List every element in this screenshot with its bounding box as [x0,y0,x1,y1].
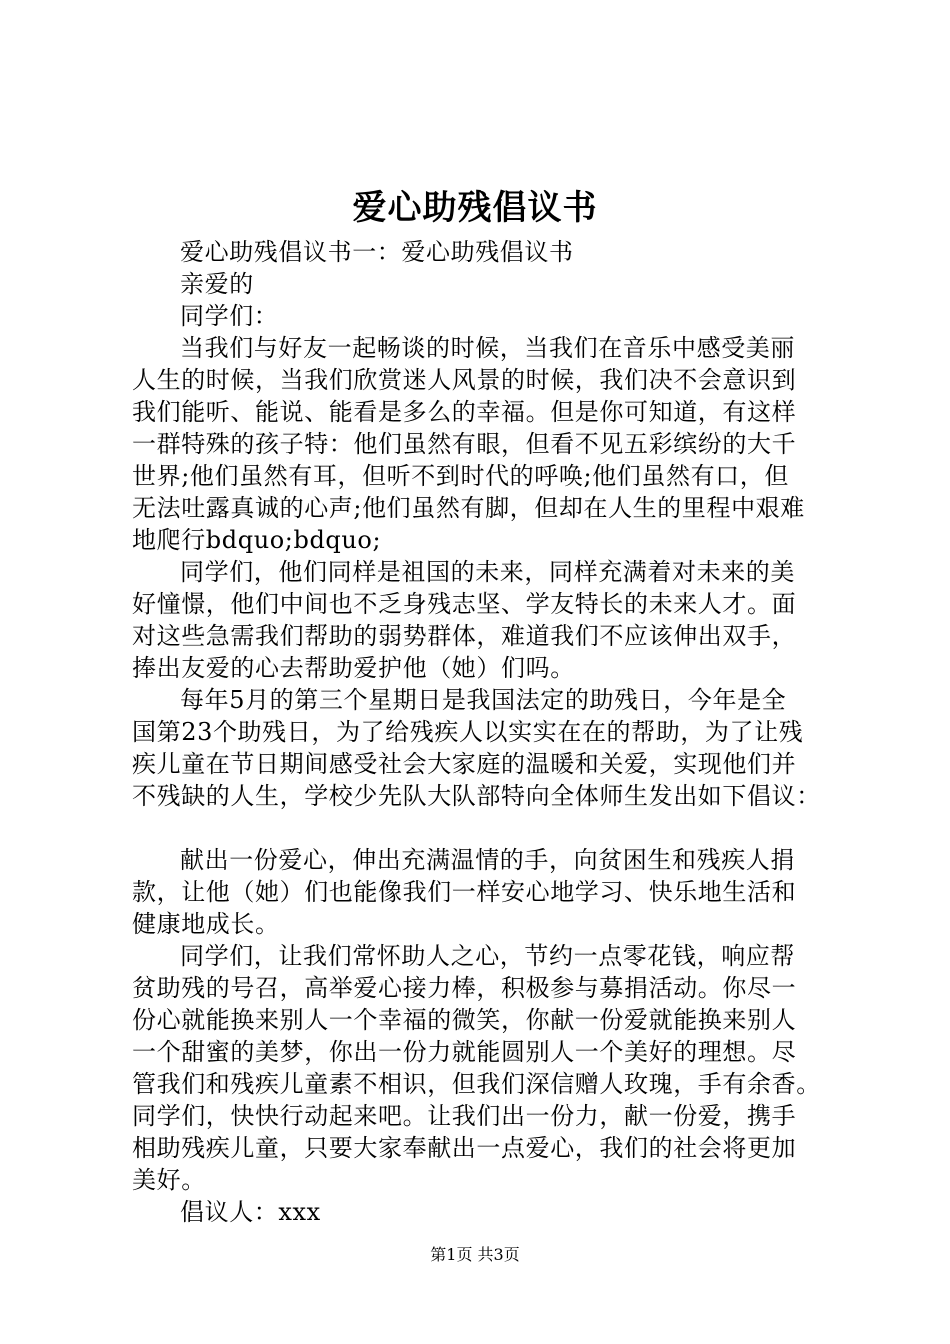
text-line: 国第23个助残日，为了给残疾人以实实在在的帮助，为了让残 [132,718,804,746]
text-line: 管我们和残疾儿童素不相识，但我们深信赠人玫瑰，手有余香。 [132,1070,821,1098]
text-line: 款，让他（她）们也能像我们一样安心地学习、快乐地生活和 [132,878,797,906]
text-line: 每年5月的第三个星期日是我国法定的助残日，今年是全 [180,686,787,714]
text-line: 我们能听、能说、能看是多么的幸福。但是你可知道，有这样 [132,398,797,426]
text-line: 同学们，让我们常怀助人之心，节约一点零花钱，响应帮 [180,942,795,970]
text-line: 健康地成长。 [132,910,280,938]
text-line: 亲爱的 [180,270,254,298]
text-line: 地爬行bdquo;bdquo; [132,526,382,554]
text-line: 同学们，快快行动起来吧。让我们出一份力，献一份爱，携手 [132,1102,797,1130]
text-line: 献出一份爱心，伸出充满温情的手，向贫困生和残疾人捐 [180,846,795,874]
text-line: 贫助残的号召，高举爱心接力棒，积极参与募捐活动。你尽一 [132,974,797,1002]
text-line: 相助残疾儿童，只要大家奉献出一点爱心，我们的社会将更加 [132,1134,797,1162]
text-line: 美好。 [132,1166,206,1194]
text-line: 爱心助残倡议书一：爱心助残倡议书 [180,238,574,266]
text-line: 人生的时候，当我们欣赏迷人风景的时候，我们决不会意识到 [132,366,797,394]
text-line: 同学们： [180,302,279,330]
text-line: 当我们与好友一起畅谈的时候，当我们在音乐中感受美丽 [180,334,795,362]
text-line: 份心就能换来别人一个幸福的微笑，你献一份爱就能换来别人 [132,1006,797,1034]
text-line: 不残缺的人生，学校少先队大队部特向全体师生发出如下倡议： [132,782,821,810]
text-line: 好憧憬，他们中间也不乏身残志坚、学友特长的未来人才。面 [132,590,797,618]
document-title: 爱心助残倡议书 [352,188,598,228]
text-line: 无法吐露真诚的心声;他们虽然有脚，但却在人生的里程中艰难 [132,494,805,522]
text-line: 世界;他们虽然有耳，但听不到时代的呼唤;他们虽然有口，但 [132,462,789,490]
signature-line: 倡议人：xxx [180,1198,321,1226]
page-footer: 第1页 共3页 [430,1245,520,1264]
text-line: 一个甜蜜的美梦，你出一份力就能圆别人一个美好的理想。尽 [132,1038,797,1066]
text-line: 捧出友爱的心去帮助爱护他（她）们吗。 [132,654,575,682]
text-line: 一群特殊的孩子特：他们虽然有眼，但看不见五彩缤纷的大千 [132,430,797,458]
text-line: 对这些急需我们帮助的弱势群体，难道我们不应该伸出双手， [132,622,797,650]
text-line: 疾儿童在节日期间感受社会大家庭的温暖和关爱，实现他们并 [132,750,797,778]
text-line: 同学们，他们同样是祖国的未来，同样充满着对未来的美 [180,558,795,586]
